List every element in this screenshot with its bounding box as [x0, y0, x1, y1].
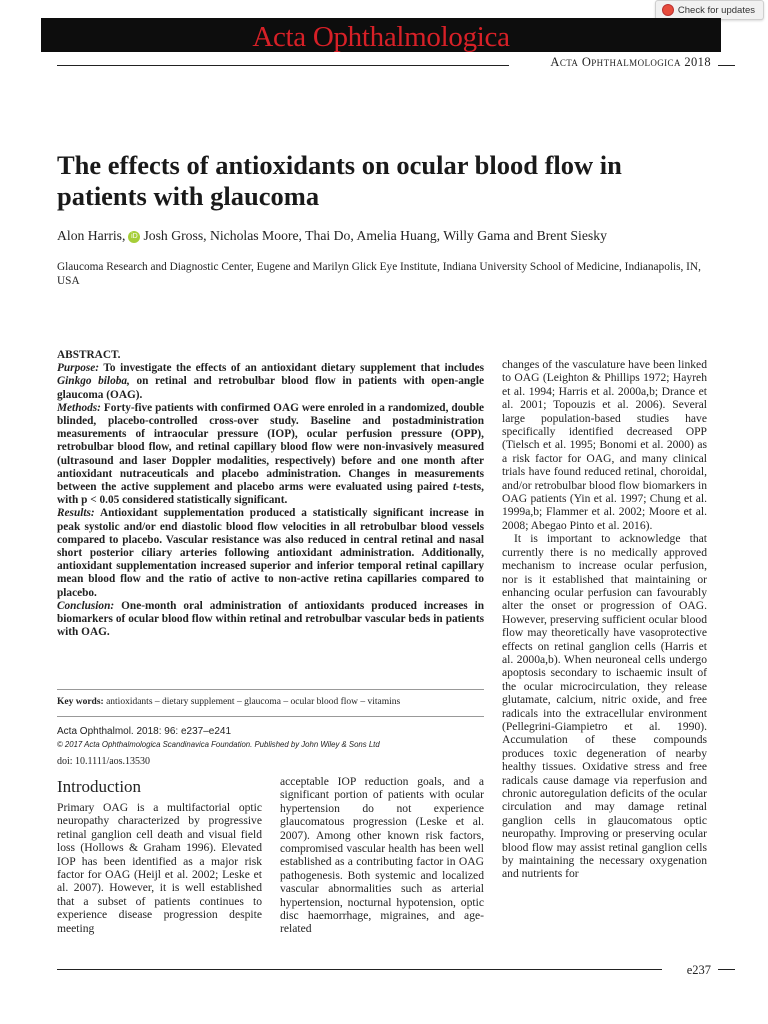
intro-paragraph-3: It is important to acknowledge that currently there is no medically approved mechanism to increase ocular perfusion, nor is it established that maintaining or enhancing ocular perfusion can favourably alter the onset or progression of OAG. However, preserving sufficient ocular blood flow may theoretically have vasoprotective effects on retinal ganglion cells (Harris et al. 2000a,b). When neuroneal cells undergo apoptosis secondary to ischaemic insult of the ocular microcirculation, they release glutamate, calcium, nitric oxide, and free radicals into the extracellular environment (Pellegrini-Giampietro et al. 1990). Accumulation of these compounds produces toxic degeneration of nearby healthy tissues. Oxidative stress and free radicals cause damage via reperfusion and chronic autoregulation deficits of the ocular circulation and may damage retinal ganglion cells in glaucomatous optic neuropathy. Improving or preserving ocular blood flow may assist retinal ganglion cells by maintaining the necessary oxygenation and nutrients for [502, 532, 707, 881]
abstract-heading: ABSTRACT. [57, 349, 121, 361]
results-label: Results: [57, 507, 95, 520]
purpose-label: Purpose: [57, 362, 100, 375]
abstract-results [57, 507, 484, 599]
intro-paragraph-1: Primary OAG is a multifactorial optic neuropathy characterized by progressive retinal ganglion cell death and visual field loss (Hollows & Graham 1996). Elevated IOP has been identified as a major risk factor for OAG (Heijl et al. 2002; Leske et al. 2007). However, it is well established that a subset of patients continues to experience disease progression despite meeting [57, 801, 262, 935]
conclusion-text: One-month oral administration of antioxidants produced increases in biomarkers of ocular blood flow within retinal and retrobulbar vascular beds in patients with OAG. [57, 599, 485, 639]
intro-paragraph-1-cont: acceptable IOP reduction goals, and a significant portion of patients with ocular hypertension do not experience glaucomatous progression (Leske et al. 2007). Among other known risk factors, compromised vascular health has been well established as a contributing factor in OAG pathogenesis. Both systemic and localized vascular abnormalities such as arterial hypertension, nocturnal hypotension, optic disc haemorrhage, migraines, and age-related [280, 775, 484, 936]
journal-title: Acta Ophthalmologica [252, 21, 510, 53]
author-list [57, 227, 717, 244]
purpose-text-a: To investigate the effects of an antioxidant dietary supplement that includes [103, 362, 484, 375]
affiliation: Glaucoma Research and Diagnostic Center, Eugene and Marilyn Glick Eye Institute, Indiana University School of Medicine, Indianapolis, IN, USA [57, 261, 701, 287]
intro-paragraph-2: changes of the vasculature have been linked to OAG (Leighton & Phillips 1972; Hayreh et al. 1994; Harris et al. 2000a,b; Drance et al. 2001; Topouzis et al. 2006). Several large population-based studies have specifically identified decreased OPP (Tielsch et al. 1995; Bonomi et al. 2000) as a risk factor for OAG, and many clinical trials have found reduced retinal, choroidal, and/or retrobulbar blood flow biomarkers in OAG patients (Yin et al. 1997; Chung et al. 1999a,b; Flammer et al. 2002; Moore et al. 2008; Abegao Pinto et al. 2016). [502, 358, 707, 532]
citation: Acta Ophthalmol. 2018: 96: e237–e241 [57, 726, 232, 737]
body-column-2 [280, 775, 484, 936]
running-head: Acta Ophthalmologica 2018 [550, 55, 711, 69]
abstract-divider-bottom [57, 716, 484, 717]
doi[interactable]: doi: 10.1111/aos.13530 [57, 756, 151, 767]
abstract-purpose [57, 362, 484, 402]
abstract-conclusion [57, 600, 484, 640]
keywords-text: antioxidants – dietary supplement – glaucoma – ocular blood flow – vitamins [106, 697, 401, 707]
body-column-1 [57, 801, 262, 935]
abstract [57, 349, 484, 639]
article-title: The effects of antioxidants on ocular blood flow in patients with glaucoma [57, 150, 622, 211]
copyright: © 2017 Acta Ophthalmologica Scandinavica Foundation. Published by John Wiley & Sons Ltd [57, 740, 380, 749]
keywords-label: Key words: [57, 697, 104, 707]
check-for-updates-badge[interactable] [655, 0, 764, 20]
body-column-3 [502, 358, 707, 881]
header-rule-right [718, 65, 735, 66]
results-text: Antioxidant supplementation produced a statistically significant increase in peak systolic and/or end diastolic blood flow velocities in all retrobulbar blood vessels compared to placebo. Vascular resistance was also reduced in central retinal and nasal short posterior ciliary arteries following antioxidant administration. Additionally, antioxidant supplementation increased superior and inferior temporal retinal capillary mean blood flow and the ratio of active to non-active retina capillaries compared to placebo. [57, 507, 485, 599]
abstract-methods [57, 402, 484, 508]
other-authors: Josh Gross, Nicholas Moore, Thai Do, Amelia Huang, Willy Gama and Brent Siesky [143, 228, 607, 243]
journal-masthead [41, 18, 721, 52]
footer-rule-right [718, 969, 735, 970]
conclusion-label: Conclusion: [57, 599, 115, 612]
methods-text-b: -tests, with p < 0.05 considered statistically significant. [57, 481, 484, 507]
keywords [57, 696, 484, 708]
orcid-icon[interactable]: iD [128, 231, 140, 243]
abstract-divider-top [57, 689, 484, 690]
first-author: Alon Harris, [57, 228, 126, 243]
purpose-text-b: on retinal and retrobulbar blood flow in patients with open-angle glaucoma (OAG). [57, 375, 484, 401]
page-number: e237 [686, 963, 711, 977]
header-rule-left [57, 65, 509, 66]
crossmark-icon [662, 4, 674, 16]
footer-rule-left [57, 969, 662, 970]
purpose-species: Ginkgo biloba, [57, 375, 130, 388]
methods-t: t [452, 481, 457, 494]
section-heading-introduction: Introduction [57, 777, 142, 796]
methods-label: Methods: [57, 401, 101, 414]
methods-text-a: Forty-five patients with confirmed OAG were enroled in a randomized, double blinded, placebo-controlled cross-over study. Baseline and postadministration measurements of intraocular pressure (IOP), ocular perfusion pressure (OPP), retrobulbar blood flow, and retinal capillary blood flow were non-invasively measured (ultrasound and laser Doppler modalities, respectively) before and one month after antioxidant nutraceuticals and placebo administration. Changes in measurements between the active supplement and placebo arms were evaluated using paired [57, 401, 485, 494]
badge-label: Check for updates [677, 4, 755, 16]
